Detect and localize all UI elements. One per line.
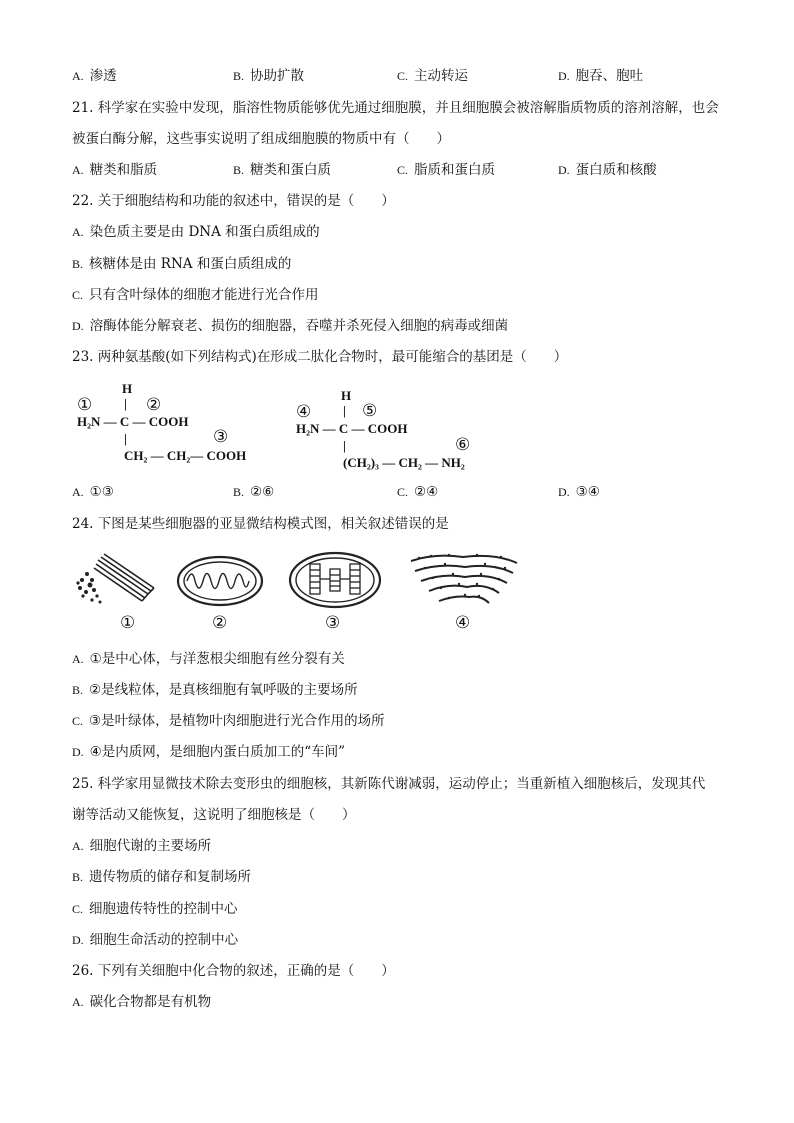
formula2-label-6: ⑥ [455, 435, 471, 455]
q26-option-a: A. 碳化合物都是有机物 [72, 994, 212, 1010]
formula1-side-chain: CH₂ — CH₂— COOH [124, 448, 247, 463]
q22-option-b: B. 核糖体是由 RNA 和蛋白质组成的 [72, 256, 292, 272]
q24-option-a: A. ①是中心体，与洋葱根尖细胞有丝分裂有关 [72, 651, 345, 667]
formula2-side-chain: (CH₂)₃ — CH₂ — NH₂ [343, 455, 465, 470]
q22-option-c: C. 只有含叶绿体的细胞才能进行光合作用 [72, 287, 319, 303]
q25-stem-line1: 25. 科学家用显微技术除去变形虫的细胞核，其新陈代谢减弱，运动停止；当重新植入细胞核后，发现其代 [72, 776, 706, 792]
q23-option-a: A. ①③ [72, 484, 114, 500]
q25-option-d: D. 细胞生命活动的控制中心 [72, 932, 239, 948]
q25-option-c: C. 细胞遗传特性的控制中心 [72, 901, 238, 917]
q24-option-b: B. ②是线粒体，是真核细胞有氧呼吸的主要场所 [72, 682, 358, 698]
q25-option-b: B. 遗传物质的储存和复制场所 [72, 869, 252, 885]
endoplasmic-reticulum-figure [405, 551, 523, 609]
q23-option-b: B. ②⑥ [233, 484, 275, 500]
q22-stem: 22. 关于细胞结构和功能的叙述中，错误的是（ ） [72, 193, 395, 209]
formula2-bar-bottom: | [343, 438, 346, 453]
q21-stem-line1: 21. 科学家在实验中发现，脂溶性物质能够优先通过细胞膜，并且细胞膜会被溶解脂质物质的溶剂溶解，也会 [72, 100, 719, 116]
q22-option-d: D. 溶酶体能分解衰老、损伤的细胞器，吞噬并杀死侵入细胞的病毒或细菌 [72, 318, 509, 334]
q21-option-a: A. 糖类和脂质 [72, 162, 158, 178]
formula2-label-4: ④ [296, 402, 312, 422]
formula2-h: H [341, 388, 352, 403]
q21-option-d: D. 蛋白质和核酸 [558, 162, 657, 178]
centrosome-figure [70, 550, 160, 610]
formula1-bar-bottom: | [124, 431, 127, 446]
q21-option-c: C. 脂质和蛋白质 [397, 162, 496, 178]
figure-label-4: ④ [455, 613, 471, 633]
q26-stem: 26. 下列有关细胞中化合物的叙述，正确的是（ ） [72, 963, 395, 979]
q24-option-d: D. ④是内质网，是细胞内蛋白质加工的“车间” [72, 744, 346, 760]
formula1-h: H [122, 381, 133, 396]
q24-option-c: C. ③是叶绿体，是植物叶肉细胞进行光合作用的场所 [72, 713, 385, 729]
q24-stem: 24. 下图是某些细胞器的亚显微结构模式图，相关叙述错误的是 [72, 516, 449, 532]
q22-option-a: A. 染色质主要是由 DNA 和蛋白质组成的 [72, 224, 320, 240]
formula1-main-chain: H₂N — C — COOH [77, 414, 189, 429]
q21-stem-line2: 被蛋白酶分解，这些事实说明了组成细胞膜的物质中有（ ） [72, 131, 450, 147]
figure-label-2: ② [212, 613, 228, 633]
q25-stem-line2: 谢等活动又能恢复，这说明了细胞核是（ ） [72, 807, 356, 823]
q23-stem: 23. 两种氨基酸(如下列结构式)在形成二肽化合物时，最可能缩合的基团是（ ） [72, 349, 568, 365]
figure-label-1: ① [120, 613, 136, 633]
q23-option-d: D. ③④ [558, 484, 600, 500]
q20-option-b: B. 协助扩散 [233, 68, 305, 84]
formula1-label-1: ① [77, 395, 93, 415]
q20-option-c: C. 主动转运 [397, 68, 469, 84]
formula1-label-2: ② [146, 395, 162, 415]
mitochondrion-figure [175, 554, 265, 609]
formula2-label-5: ⑤ [362, 401, 378, 421]
formula1-label-3: ③ [213, 427, 229, 447]
q25-option-a: A. 细胞代谢的主要场所 [72, 838, 212, 854]
chloroplast-figure [288, 551, 383, 609]
q20-option-d: D. 胞吞、胞吐 [558, 68, 644, 84]
q21-option-b: B. 糖类和蛋白质 [233, 162, 332, 178]
formula2-main-chain: H₂N — C — COOH [296, 421, 408, 436]
formula2-bar-top: | [343, 403, 346, 418]
formula1-bar-top: | [124, 396, 127, 411]
q23-option-c: C. ②④ [397, 484, 439, 500]
figure-label-3: ③ [325, 613, 341, 633]
q20-option-a: A. 渗透 [72, 68, 117, 84]
